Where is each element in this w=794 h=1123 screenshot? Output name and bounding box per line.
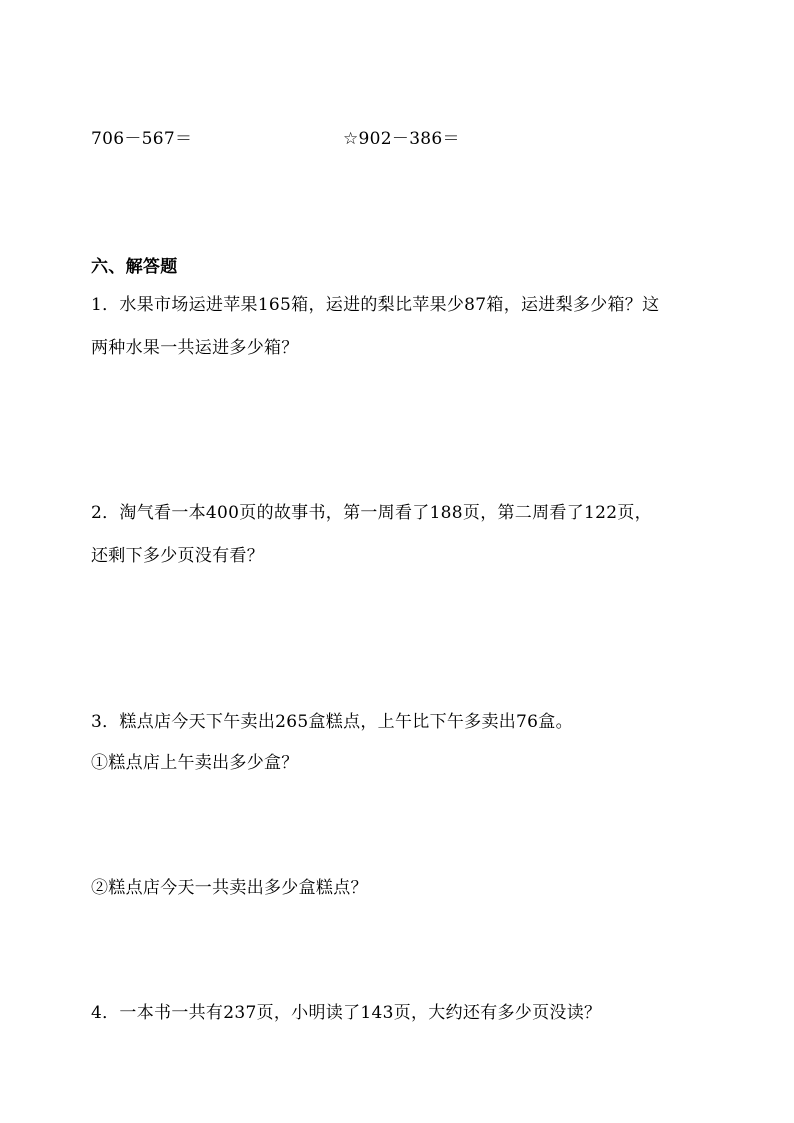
question-3-line-1: 3．糕点店今天下午卖出265盒糕点，上午比下午多卖出76盒。 xyxy=(91,712,573,732)
equation-706-minus-567: 706－567＝ xyxy=(91,129,193,149)
question-3-subquestion-1: ①糕点店上午卖出多少盒？ xyxy=(91,753,299,773)
question-2-line-1: 2．淘气看一本400页的故事书，第一周看了188页，第二周看了122页， xyxy=(91,503,652,523)
question-3-subquestion-2: ②糕点店今天一共卖出多少盒糕点？ xyxy=(91,878,368,898)
question-1-line-1: 1．水果市场运进苹果165箱，运进的梨比苹果少87箱，运进梨多少箱？这 xyxy=(91,295,660,315)
section-title: 六、解答题 xyxy=(91,257,178,277)
question-4-line-1: 4．一本书一共有237页，小明读了143页，大约还有多少页没读？ xyxy=(91,1003,602,1023)
equation-902-minus-386-starred: ☆902－386＝ xyxy=(343,129,460,149)
question-1-line-2: 两种水果一共运进多少箱？ xyxy=(91,338,299,358)
question-2-line-2: 还剩下多少页没有看？ xyxy=(91,546,264,566)
